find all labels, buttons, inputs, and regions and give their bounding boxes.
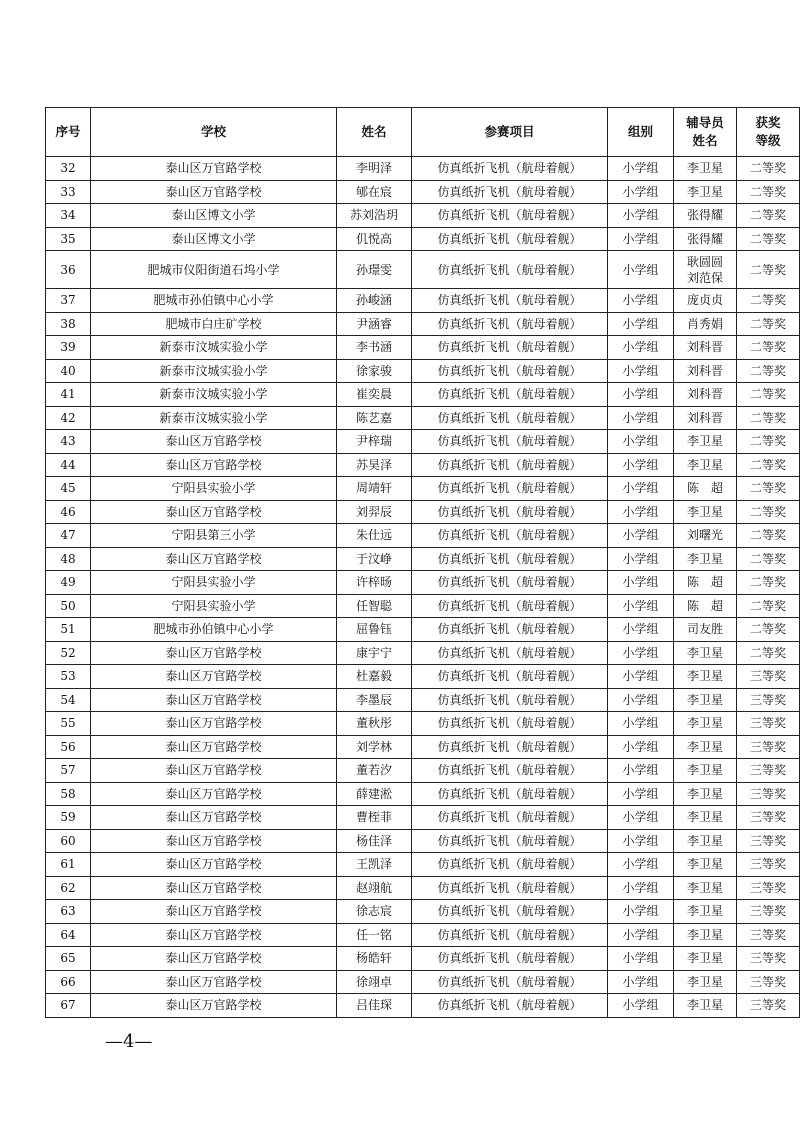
table-cell: 赵翊航 bbox=[337, 876, 412, 900]
table-cell: 小学组 bbox=[608, 688, 674, 712]
table-cell: 泰山区博文小学 bbox=[91, 227, 337, 251]
table-cell: 三等奖 bbox=[737, 900, 800, 924]
table-cell: 陈 超 bbox=[674, 594, 737, 618]
table-cell: 二等奖 bbox=[737, 312, 800, 336]
table-cell: 小学组 bbox=[608, 430, 674, 454]
table-cell: 泰山区万官路学校 bbox=[91, 853, 337, 877]
table-cell: 小学组 bbox=[608, 641, 674, 665]
page-number: —4— bbox=[105, 1031, 153, 1052]
table-cell: 泰山区万官路学校 bbox=[91, 180, 337, 204]
table-row bbox=[46, 712, 800, 736]
table-cell: 小学组 bbox=[608, 806, 674, 830]
table-cell: 李卫星 bbox=[674, 500, 737, 524]
table-cell: 任智聪 bbox=[337, 594, 412, 618]
table-cell: 小学组 bbox=[608, 923, 674, 947]
table-cell: 仿真纸折飞机（航母着舰） bbox=[412, 641, 608, 665]
table-cell: 李卫星 bbox=[674, 641, 737, 665]
table-cell: 尹梓瑞 bbox=[337, 430, 412, 454]
table-cell: 宁阳县实验小学 bbox=[91, 477, 337, 501]
table-cell: 李卫星 bbox=[674, 876, 737, 900]
table-cell: 仿真纸折飞机（航母着舰） bbox=[412, 477, 608, 501]
table-row bbox=[46, 923, 800, 947]
table-cell: 泰山区万官路学校 bbox=[91, 806, 337, 830]
table-cell: 刘羿辰 bbox=[337, 500, 412, 524]
table-cell: 张得耀 bbox=[674, 227, 737, 251]
table-cell: 徐家骏 bbox=[337, 359, 412, 383]
table-cell: 泰山区万官路学校 bbox=[91, 782, 337, 806]
table-cell: 47 bbox=[46, 524, 91, 548]
table-cell: 小学组 bbox=[608, 994, 674, 1018]
table-cell: 45 bbox=[46, 477, 91, 501]
header-cell: 辅导员 姓名 bbox=[674, 108, 737, 157]
table-cell: 杜嘉毅 bbox=[337, 665, 412, 689]
table-row bbox=[46, 853, 800, 877]
table-cell: 新泰市汶城实验小学 bbox=[91, 336, 337, 360]
table-cell: 44 bbox=[46, 453, 91, 477]
table-cell: 新泰市汶城实验小学 bbox=[91, 406, 337, 430]
table-cell: 二等奖 bbox=[737, 289, 800, 313]
table-cell: 仿真纸折飞机（航母着舰） bbox=[412, 782, 608, 806]
table-cell: 小学组 bbox=[608, 782, 674, 806]
table-cell: 仿真纸折飞机（航母着舰） bbox=[412, 853, 608, 877]
table-cell: 肥城市仪阳街道石坞小学 bbox=[91, 251, 337, 289]
table-cell: 肖秀娟 bbox=[674, 312, 737, 336]
table-cell: 二等奖 bbox=[737, 524, 800, 548]
table-cell: 小学组 bbox=[608, 500, 674, 524]
table-cell: 李卫星 bbox=[674, 853, 737, 877]
table-row bbox=[46, 688, 800, 712]
table-cell: 仿真纸折飞机（航母着舰） bbox=[412, 500, 608, 524]
table-cell: 苏刘浩玥 bbox=[337, 204, 412, 228]
table-cell: 32 bbox=[46, 157, 91, 181]
table-cell: 二等奖 bbox=[737, 477, 800, 501]
table-cell: 三等奖 bbox=[737, 759, 800, 783]
table-cell: 仿真纸折飞机（航母着舰） bbox=[412, 829, 608, 853]
table-cell: 尹涵睿 bbox=[337, 312, 412, 336]
header-cell: 参赛项目 bbox=[412, 108, 608, 157]
table-cell: 35 bbox=[46, 227, 91, 251]
table-cell: 仿真纸折飞机（航母着舰） bbox=[412, 157, 608, 181]
table-row bbox=[46, 594, 800, 618]
table-cell: 孙峻涵 bbox=[337, 289, 412, 313]
table-cell: 李卫星 bbox=[674, 923, 737, 947]
table-cell: 朱仕远 bbox=[337, 524, 412, 548]
table-cell: 63 bbox=[46, 900, 91, 924]
table-cell: 二等奖 bbox=[737, 180, 800, 204]
table-cell: 三等奖 bbox=[737, 853, 800, 877]
table-cell: 三等奖 bbox=[737, 947, 800, 971]
table-cell: 李卫星 bbox=[674, 947, 737, 971]
table-cell: 64 bbox=[46, 923, 91, 947]
table-cell: 二等奖 bbox=[737, 406, 800, 430]
table-cell: 泰山区万官路学校 bbox=[91, 947, 337, 971]
table-cell: 小学组 bbox=[608, 289, 674, 313]
table-cell: 吕佳琛 bbox=[337, 994, 412, 1018]
table-cell: 65 bbox=[46, 947, 91, 971]
table-cell: 三等奖 bbox=[737, 735, 800, 759]
table-cell: 苏昊泽 bbox=[337, 453, 412, 477]
table-row bbox=[46, 453, 800, 477]
table-cell: 李卫星 bbox=[674, 782, 737, 806]
table-cell: 陈 超 bbox=[674, 571, 737, 595]
table-cell: 二等奖 bbox=[737, 204, 800, 228]
table-cell: 二等奖 bbox=[737, 594, 800, 618]
table-row bbox=[46, 336, 800, 360]
table-row bbox=[46, 829, 800, 853]
table-cell: 49 bbox=[46, 571, 91, 595]
table-cell: 三等奖 bbox=[737, 923, 800, 947]
table-cell: 57 bbox=[46, 759, 91, 783]
table-cell: 二等奖 bbox=[737, 618, 800, 642]
table-cell: 小学组 bbox=[608, 571, 674, 595]
table-cell: 仿真纸折飞机（航母着舰） bbox=[412, 688, 608, 712]
table-cell: 仿真纸折飞机（航母着舰） bbox=[412, 970, 608, 994]
table-row bbox=[46, 500, 800, 524]
table-cell: 仿真纸折飞机（航母着舰） bbox=[412, 900, 608, 924]
table-cell: 小学组 bbox=[608, 876, 674, 900]
table-cell: 崔奕晨 bbox=[337, 383, 412, 407]
table-cell: 仿真纸折飞机（航母着舰） bbox=[412, 571, 608, 595]
table-cell: 小学组 bbox=[608, 204, 674, 228]
table-row bbox=[46, 900, 800, 924]
table-cell: 小学组 bbox=[608, 157, 674, 181]
table-row bbox=[46, 383, 800, 407]
table-row bbox=[46, 180, 800, 204]
table-row bbox=[46, 204, 800, 228]
table-row bbox=[46, 157, 800, 181]
table-row bbox=[46, 227, 800, 251]
table-cell: 李书涵 bbox=[337, 336, 412, 360]
table-cell: 小学组 bbox=[608, 453, 674, 477]
table-cell: 肥城市孙伯镇中心小学 bbox=[91, 618, 337, 642]
table-cell: 小学组 bbox=[608, 618, 674, 642]
table-cell: 仿真纸折飞机（航母着舰） bbox=[412, 289, 608, 313]
table-cell: 李卫星 bbox=[674, 157, 737, 181]
table-cell: 李卫星 bbox=[674, 806, 737, 830]
table-cell: 34 bbox=[46, 204, 91, 228]
table-cell: 36 bbox=[46, 251, 91, 289]
table-cell: 仿真纸折飞机（航母着舰） bbox=[412, 359, 608, 383]
table-cell: 仿真纸折飞机（航母着舰） bbox=[412, 712, 608, 736]
table-cell: 33 bbox=[46, 180, 91, 204]
table-cell: 小学组 bbox=[608, 336, 674, 360]
table-cell: 仿真纸折飞机（航母着舰） bbox=[412, 594, 608, 618]
table-cell: 泰山区万官路学校 bbox=[91, 665, 337, 689]
table-cell: 仿真纸折飞机（航母着舰） bbox=[412, 383, 608, 407]
table-cell: 66 bbox=[46, 970, 91, 994]
table-cell: 仿真纸折飞机（航母着舰） bbox=[412, 735, 608, 759]
table-cell: 二等奖 bbox=[737, 453, 800, 477]
table-cell: 小学组 bbox=[608, 359, 674, 383]
table-row bbox=[46, 547, 800, 571]
table-cell: 于汶峥 bbox=[337, 547, 412, 571]
table-cell: 刘学林 bbox=[337, 735, 412, 759]
table-cell: 小学组 bbox=[608, 947, 674, 971]
table-cell: 杨皓轩 bbox=[337, 947, 412, 971]
table-row bbox=[46, 759, 800, 783]
table-row bbox=[46, 289, 800, 313]
table-cell: 小学组 bbox=[608, 406, 674, 430]
table-cell: 李卫星 bbox=[674, 900, 737, 924]
table-cell: 54 bbox=[46, 688, 91, 712]
table-cell: 三等奖 bbox=[737, 665, 800, 689]
table-cell: 耿圆圆 刘范保 bbox=[674, 251, 737, 289]
table-cell: 泰山区万官路学校 bbox=[91, 688, 337, 712]
table-cell: 徐志宸 bbox=[337, 900, 412, 924]
table-row bbox=[46, 665, 800, 689]
table-row bbox=[46, 970, 800, 994]
table-cell: 李墨辰 bbox=[337, 688, 412, 712]
table-cell: 泰山区万官路学校 bbox=[91, 994, 337, 1018]
table-cell: 仉悦高 bbox=[337, 227, 412, 251]
table-cell: 李卫星 bbox=[674, 430, 737, 454]
table-cell: 泰山区万官路学校 bbox=[91, 453, 337, 477]
table-cell: 李卫星 bbox=[674, 547, 737, 571]
table-row bbox=[46, 359, 800, 383]
table-cell: 38 bbox=[46, 312, 91, 336]
table-cell: 李卫星 bbox=[674, 970, 737, 994]
table-cell: 小学组 bbox=[608, 759, 674, 783]
table-cell: 泰山区万官路学校 bbox=[91, 923, 337, 947]
table-cell: 李卫星 bbox=[674, 994, 737, 1018]
table-cell: 仿真纸折飞机（航母着舰） bbox=[412, 227, 608, 251]
table-cell: 小学组 bbox=[608, 853, 674, 877]
table-cell: 小学组 bbox=[608, 251, 674, 289]
table-cell: 二等奖 bbox=[737, 641, 800, 665]
table-cell: 三等奖 bbox=[737, 829, 800, 853]
table-cell: 51 bbox=[46, 618, 91, 642]
table-row bbox=[46, 430, 800, 454]
table-cell: 李明泽 bbox=[337, 157, 412, 181]
table-cell: 泰山区万官路学校 bbox=[91, 735, 337, 759]
table-cell: 曹桎菲 bbox=[337, 806, 412, 830]
table-cell: 肥城市孙伯镇中心小学 bbox=[91, 289, 337, 313]
table-cell: 小学组 bbox=[608, 829, 674, 853]
header-cell: 学校 bbox=[91, 108, 337, 157]
table-cell: 39 bbox=[46, 336, 91, 360]
table-cell: 宁阳县第三小学 bbox=[91, 524, 337, 548]
table-cell: 仿真纸折飞机（航母着舰） bbox=[412, 251, 608, 289]
table-cell: 李卫星 bbox=[674, 712, 737, 736]
table-cell: 李卫星 bbox=[674, 829, 737, 853]
table-cell: 仿真纸折飞机（航母着舰） bbox=[412, 618, 608, 642]
table-cell: 仿真纸折飞机（航母着舰） bbox=[412, 547, 608, 571]
table-cell: 三等奖 bbox=[737, 994, 800, 1018]
table-cell: 康宇宁 bbox=[337, 641, 412, 665]
table-cell: 56 bbox=[46, 735, 91, 759]
table-cell: 37 bbox=[46, 289, 91, 313]
table-cell: 二等奖 bbox=[737, 251, 800, 289]
table-cell: 李卫星 bbox=[674, 665, 737, 689]
table-cell: 小学组 bbox=[608, 735, 674, 759]
table-cell: 孙璟雯 bbox=[337, 251, 412, 289]
table-row bbox=[46, 618, 800, 642]
table-cell: 小学组 bbox=[608, 227, 674, 251]
table-cell: 小学组 bbox=[608, 594, 674, 618]
table-cell: 小学组 bbox=[608, 180, 674, 204]
table-cell: 三等奖 bbox=[737, 782, 800, 806]
table-row bbox=[46, 312, 800, 336]
table-row bbox=[46, 641, 800, 665]
table-cell: 55 bbox=[46, 712, 91, 736]
header-cell: 获奖 等级 bbox=[737, 108, 800, 157]
table-cell: 小学组 bbox=[608, 312, 674, 336]
table-body bbox=[46, 157, 800, 1018]
table-cell: 52 bbox=[46, 641, 91, 665]
table-cell: 李卫星 bbox=[674, 453, 737, 477]
table-cell: 泰山区博文小学 bbox=[91, 204, 337, 228]
table-cell: 陈 超 bbox=[674, 477, 737, 501]
table-cell: 仿真纸折飞机（航母着舰） bbox=[412, 665, 608, 689]
table-cell: 仿真纸折飞机（航母着舰） bbox=[412, 806, 608, 830]
table-cell: 刘科晋 bbox=[674, 406, 737, 430]
table-cell: 二等奖 bbox=[737, 227, 800, 251]
table-cell: 二等奖 bbox=[737, 383, 800, 407]
table-cell: 许梓旸 bbox=[337, 571, 412, 595]
table-cell: 61 bbox=[46, 853, 91, 877]
table-cell: 仿真纸折飞机（航母着舰） bbox=[412, 876, 608, 900]
header-cell: 序号 bbox=[46, 108, 91, 157]
table-cell: 董若汐 bbox=[337, 759, 412, 783]
table-cell: 刘科晋 bbox=[674, 359, 737, 383]
table-cell: 庞贞贞 bbox=[674, 289, 737, 313]
table-header-row bbox=[46, 108, 800, 157]
table-cell: 仿真纸折飞机（航母着舰） bbox=[412, 759, 608, 783]
table-cell: 43 bbox=[46, 430, 91, 454]
table-cell: 小学组 bbox=[608, 524, 674, 548]
table-cell: 李卫星 bbox=[674, 180, 737, 204]
table-cell: 仿真纸折飞机（航母着舰） bbox=[412, 947, 608, 971]
table-cell: 小学组 bbox=[608, 477, 674, 501]
table-cell: 张得耀 bbox=[674, 204, 737, 228]
table-cell: 小学组 bbox=[608, 383, 674, 407]
table-cell: 60 bbox=[46, 829, 91, 853]
table-row bbox=[46, 406, 800, 430]
table-cell: 仿真纸折飞机（航母着舰） bbox=[412, 406, 608, 430]
table-cell: 仿真纸折飞机（航母着舰） bbox=[412, 336, 608, 360]
table-cell: 泰山区万官路学校 bbox=[91, 430, 337, 454]
table-cell: 泰山区万官路学校 bbox=[91, 712, 337, 736]
table-cell: 二等奖 bbox=[737, 359, 800, 383]
table-cell: 董秋彤 bbox=[337, 712, 412, 736]
table-cell: 仿真纸折飞机（航母着舰） bbox=[412, 923, 608, 947]
table-row bbox=[46, 477, 800, 501]
header-cell: 组别 bbox=[608, 108, 674, 157]
table-cell: 杨佳泽 bbox=[337, 829, 412, 853]
table-cell: 泰山区万官路学校 bbox=[91, 759, 337, 783]
table-row bbox=[46, 251, 800, 289]
table-cell: 小学组 bbox=[608, 712, 674, 736]
table-cell: 三等奖 bbox=[737, 688, 800, 712]
table-cell: 二等奖 bbox=[737, 500, 800, 524]
table-cell: 陈艺嘉 bbox=[337, 406, 412, 430]
table-row bbox=[46, 735, 800, 759]
table-cell: 二等奖 bbox=[737, 571, 800, 595]
table-row bbox=[46, 806, 800, 830]
table-cell: 58 bbox=[46, 782, 91, 806]
table-cell: 刘科晋 bbox=[674, 383, 737, 407]
table-cell: 小学组 bbox=[608, 970, 674, 994]
table-cell: 46 bbox=[46, 500, 91, 524]
table-cell: 新泰市汶城实验小学 bbox=[91, 359, 337, 383]
table-cell: 40 bbox=[46, 359, 91, 383]
table-cell: 任一铭 bbox=[337, 923, 412, 947]
table-cell: 42 bbox=[46, 406, 91, 430]
table-cell: 50 bbox=[46, 594, 91, 618]
table-cell: 仿真纸折飞机（航母着舰） bbox=[412, 430, 608, 454]
table-cell: 李卫星 bbox=[674, 735, 737, 759]
table-cell: 仿真纸折飞机（航母着舰） bbox=[412, 204, 608, 228]
table-cell: 屈鲁钰 bbox=[337, 618, 412, 642]
table-cell: 泰山区万官路学校 bbox=[91, 876, 337, 900]
table-cell: 小学组 bbox=[608, 665, 674, 689]
table-row bbox=[46, 876, 800, 900]
table-cell: 泰山区万官路学校 bbox=[91, 970, 337, 994]
table-cell: 肥城市白庄矿学校 bbox=[91, 312, 337, 336]
table-row bbox=[46, 994, 800, 1018]
table-cell: 刘曙光 bbox=[674, 524, 737, 548]
table-cell: 徐翊卓 bbox=[337, 970, 412, 994]
table-cell: 薛建淞 bbox=[337, 782, 412, 806]
table-cell: 53 bbox=[46, 665, 91, 689]
table-cell: 周靖轩 bbox=[337, 477, 412, 501]
table-cell: 仿真纸折飞机（航母着舰） bbox=[412, 180, 608, 204]
table-cell: 泰山区万官路学校 bbox=[91, 641, 337, 665]
table-cell: 刘科晋 bbox=[674, 336, 737, 360]
table-cell: 泰山区万官路学校 bbox=[91, 500, 337, 524]
table-cell: 泰山区万官路学校 bbox=[91, 829, 337, 853]
table-cell: 三等奖 bbox=[737, 806, 800, 830]
table-cell: 二等奖 bbox=[737, 336, 800, 360]
table-cell: 67 bbox=[46, 994, 91, 1018]
table-cell: 仿真纸折飞机（航母着舰） bbox=[412, 994, 608, 1018]
table-cell: 小学组 bbox=[608, 900, 674, 924]
table-cell: 宁阳县实验小学 bbox=[91, 594, 337, 618]
table-cell: 41 bbox=[46, 383, 91, 407]
table-cell: 王凯泽 bbox=[337, 853, 412, 877]
table-cell: 李卫星 bbox=[674, 688, 737, 712]
table-cell: 二等奖 bbox=[737, 157, 800, 181]
table-cell: 宁阳县实验小学 bbox=[91, 571, 337, 595]
table-row bbox=[46, 571, 800, 595]
table-cell: 李卫星 bbox=[674, 759, 737, 783]
table-cell: 62 bbox=[46, 876, 91, 900]
table-cell: 三等奖 bbox=[737, 712, 800, 736]
table-cell: 泰山区万官路学校 bbox=[91, 157, 337, 181]
awards-table bbox=[45, 107, 800, 1018]
table-cell: 仿真纸折飞机（航母着舰） bbox=[412, 453, 608, 477]
table-cell: 郇在宸 bbox=[337, 180, 412, 204]
table-cell: 二等奖 bbox=[737, 547, 800, 571]
table-cell: 泰山区万官路学校 bbox=[91, 547, 337, 571]
table-cell: 小学组 bbox=[608, 547, 674, 571]
table-cell: 司友胜 bbox=[674, 618, 737, 642]
table-cell: 新泰市汶城实验小学 bbox=[91, 383, 337, 407]
table-cell: 48 bbox=[46, 547, 91, 571]
table-cell: 三等奖 bbox=[737, 970, 800, 994]
table-cell: 59 bbox=[46, 806, 91, 830]
header-cell: 姓名 bbox=[337, 108, 412, 157]
table-cell: 二等奖 bbox=[737, 430, 800, 454]
table-cell: 仿真纸折飞机（航母着舰） bbox=[412, 524, 608, 548]
table-cell: 泰山区万官路学校 bbox=[91, 900, 337, 924]
table-row bbox=[46, 782, 800, 806]
table-cell: 仿真纸折飞机（航母着舰） bbox=[412, 312, 608, 336]
table-row bbox=[46, 947, 800, 971]
table-cell: 三等奖 bbox=[737, 876, 800, 900]
table-row bbox=[46, 524, 800, 548]
